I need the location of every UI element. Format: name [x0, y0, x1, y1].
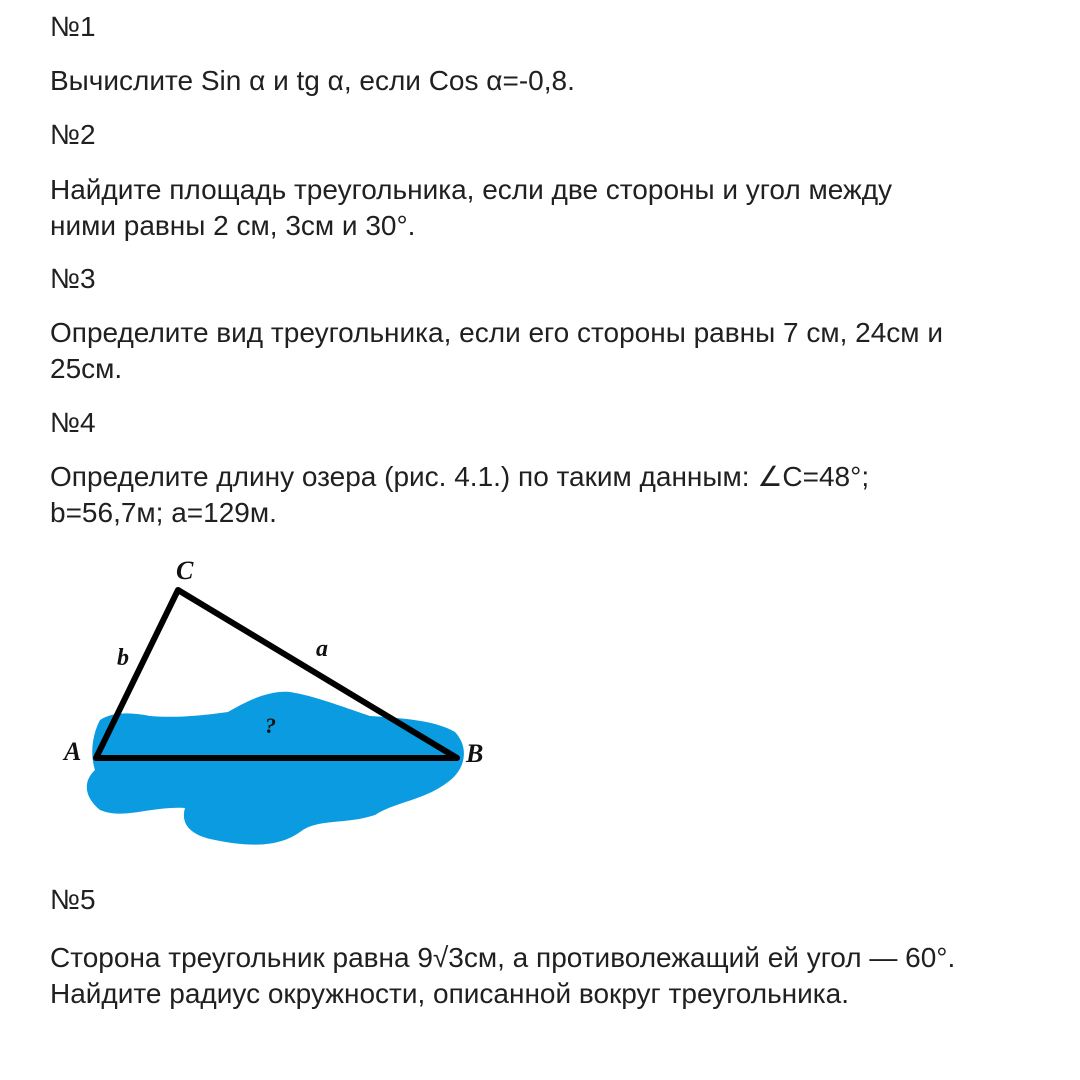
problem-1-number: №1 [50, 11, 96, 42]
problem-3-text-line-1: Определите вид треугольника, если его стороны равны 7 см, 24см и [50, 317, 943, 348]
problem-5-text-line-2: Найдите радиус окружности, описанной вокруг треугольника. [50, 978, 849, 1009]
problem-2-number: №2 [50, 119, 96, 150]
label-unknown: ? [265, 713, 276, 738]
problem-2-text-line-1: Найдите площадь треугольника, если две стороны и угол между [50, 174, 893, 205]
problem-3-number: №3 [50, 263, 96, 294]
label-c: C [176, 556, 194, 585]
problem-3-text-line-2: 25см. [50, 353, 123, 384]
problem-1-text-line-1: Вычислите Sin α и tg α, если Cos α=-0,8. [50, 65, 575, 96]
problem-4-text-line-2: b=56,7м; a=129м. [50, 497, 277, 528]
problem-4-text-line-1: Определите длину озера (рис. 4.1.) по таким данным: ∠C=48°; [50, 461, 870, 492]
lake-figure [55, 548, 505, 858]
problem-2-text-line-2: ними равны 2 см, 3см и 30°. [50, 210, 416, 241]
label-side-a: a [316, 636, 328, 662]
problem-4-number: №4 [50, 407, 96, 438]
problem-5-number: №5 [50, 884, 96, 915]
label-b-vertex: B [466, 739, 484, 768]
label-a-vertex: A [64, 737, 82, 766]
problem-5-text-line-1: Сторона треугольник равна 9√3см, а противолежащий ей угол — 60°. [50, 942, 956, 973]
label-side-b: b [117, 645, 129, 671]
